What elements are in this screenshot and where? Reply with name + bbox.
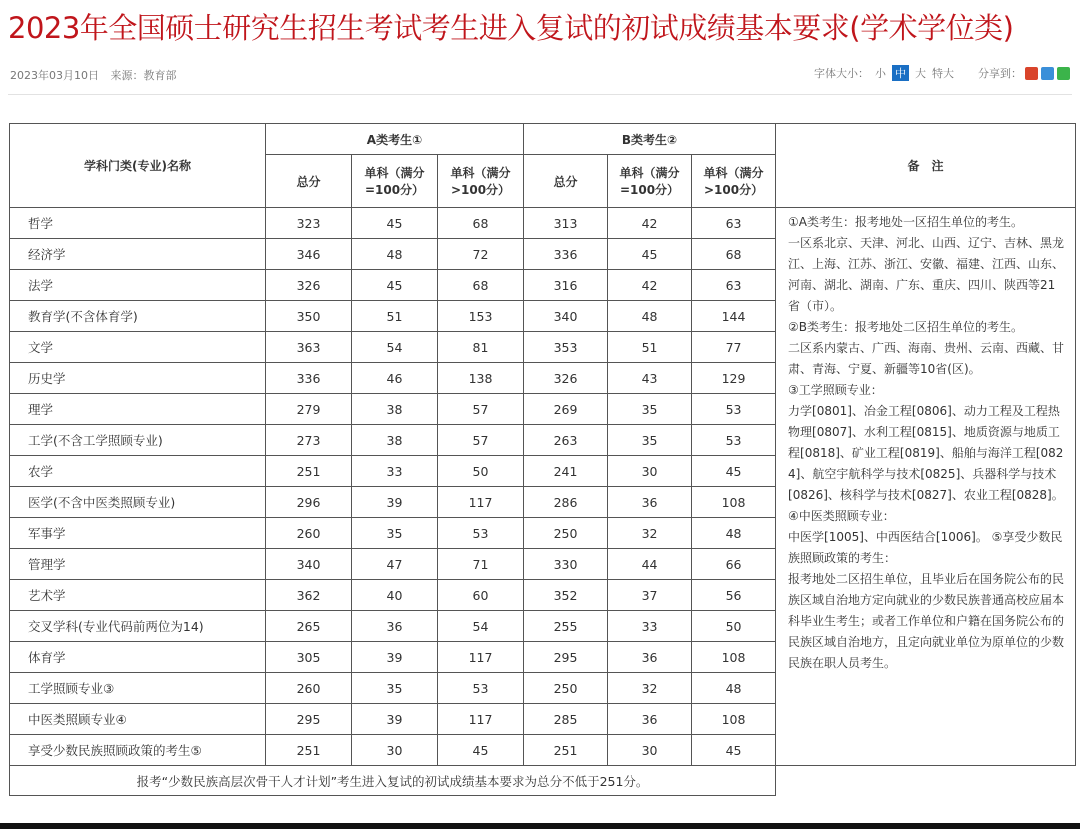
score-cell: 305 xyxy=(266,642,352,673)
score-cell: 250 xyxy=(524,518,608,549)
score-cell: 36 xyxy=(608,704,692,735)
score-cell: 255 xyxy=(524,611,608,642)
subject-name-cell: 享受少数民族照顾政策的考生⑤ xyxy=(10,735,266,766)
bottom-bar xyxy=(0,823,1080,829)
header-a-total: 总分 xyxy=(266,155,352,208)
note-paragraph: 二区系内蒙古、广西、海南、贵州、云南、西藏、甘肃、青海、宁夏、新疆等10省(区)。 xyxy=(788,341,1065,376)
score-cell: 48 xyxy=(608,301,692,332)
table-row xyxy=(10,208,1076,239)
score-cell: 269 xyxy=(524,394,608,425)
note-paragraph: ②B类考生：报考地处二区招生单位的考生。 xyxy=(788,320,1024,334)
source-label: 来源：教育部 xyxy=(110,69,177,82)
score-cell: 129 xyxy=(692,363,776,394)
subject-name-cell: 经济学 xyxy=(10,239,266,270)
score-cell: 45 xyxy=(352,270,438,301)
score-cell: 51 xyxy=(608,332,692,363)
score-cell: 251 xyxy=(524,735,608,766)
score-cell: 48 xyxy=(692,673,776,704)
score-cell: 250 xyxy=(524,673,608,704)
score-cell: 35 xyxy=(608,425,692,456)
score-cell: 117 xyxy=(438,704,524,735)
score-cell: 336 xyxy=(524,239,608,270)
score-cell: 263 xyxy=(524,425,608,456)
score-cell: 33 xyxy=(608,611,692,642)
wechat-share-icon[interactable] xyxy=(1057,67,1070,80)
subject-name-cell: 法学 xyxy=(10,270,266,301)
score-cell: 45 xyxy=(352,208,438,239)
notes-cell xyxy=(776,208,1076,766)
score-cell: 53 xyxy=(438,518,524,549)
score-cell: 279 xyxy=(266,394,352,425)
subject-name-cell: 交叉学科(专业代码前两位为14) xyxy=(10,611,266,642)
score-cell: 108 xyxy=(692,487,776,518)
note-paragraph: ①A类考生：报考地处一区招生单位的考生。 xyxy=(788,215,1023,229)
weibo-share-icon[interactable] xyxy=(1025,67,1038,80)
score-cell: 35 xyxy=(352,673,438,704)
score-cell: 45 xyxy=(692,735,776,766)
score-cell: 45 xyxy=(438,735,524,766)
score-cell: 33 xyxy=(352,456,438,487)
score-cell: 36 xyxy=(608,487,692,518)
score-cell: 71 xyxy=(438,549,524,580)
header-group-b: B类考生② xyxy=(524,124,776,155)
score-cell: 340 xyxy=(266,549,352,580)
score-cell: 68 xyxy=(692,239,776,270)
score-cell: 63 xyxy=(692,208,776,239)
score-cell: 362 xyxy=(266,580,352,611)
score-cell: 330 xyxy=(524,549,608,580)
subject-name-cell: 中医类照顾专业④ xyxy=(10,704,266,735)
score-cell: 295 xyxy=(266,704,352,735)
score-cell: 32 xyxy=(608,673,692,704)
score-cell: 138 xyxy=(438,363,524,394)
score-cell: 30 xyxy=(608,456,692,487)
score-cell: 56 xyxy=(692,580,776,611)
subject-name-cell: 哲学 xyxy=(10,208,266,239)
score-cell: 54 xyxy=(352,332,438,363)
score-cell: 68 xyxy=(438,208,524,239)
subject-name-cell: 管理学 xyxy=(10,549,266,580)
header-note: 备 注 xyxy=(776,124,1076,208)
score-cell: 66 xyxy=(692,549,776,580)
subject-name-cell: 艺术学 xyxy=(10,580,266,611)
score-cell: 45 xyxy=(608,239,692,270)
subject-name-cell: 教育学(不含体育学) xyxy=(10,301,266,332)
score-cell: 60 xyxy=(438,580,524,611)
score-cell: 63 xyxy=(692,270,776,301)
score-cell: 43 xyxy=(608,363,692,394)
subject-name-cell: 理学 xyxy=(10,394,266,425)
score-cell: 68 xyxy=(438,270,524,301)
score-table xyxy=(9,123,1076,796)
score-cell: 54 xyxy=(438,611,524,642)
note-paragraph: 力学[0801]、冶金工程[0806]、动力工程及工程热物理[0807]、水利工程[0815]、地质资源与地质工程[0818]、矿业工程[0819]、船舶与海洋工程[0824]、航空宇航科学与技术[0825]、兵器科学与技术[0826]、核科学与技术[0827]、农业工程[0828]。 xyxy=(788,404,1064,502)
note-paragraph: ③工学照顾专业： xyxy=(788,383,883,397)
note-paragraph: 报考地处二区招生单位，且毕业后在国务院公布的民族区域自治地方定向就业的少数民族普通高校应届本科毕业生考生；或者工作单位和户籍在国务院公布的民族区域自治地方，且定向就业单位为原单位的少数民族在职人员考生。 xyxy=(788,572,1065,670)
score-cell: 53 xyxy=(692,425,776,456)
header-a-singlegt100: 单科（满分>100分） xyxy=(438,155,524,208)
subject-name-cell: 医学(不含中医类照顾专业) xyxy=(10,487,266,518)
subject-name-cell: 农学 xyxy=(10,456,266,487)
page-title: 2023年全国硕士研究生招生考试考生进入复试的初试成绩基本要求(学术学位类) xyxy=(8,11,1014,45)
header-b-singlegt100: 单科（满分>100分） xyxy=(692,155,776,208)
score-cell: 53 xyxy=(692,394,776,425)
score-cell: 42 xyxy=(608,208,692,239)
score-cell: 295 xyxy=(524,642,608,673)
score-cell: 35 xyxy=(352,518,438,549)
qzone-share-icon[interactable] xyxy=(1041,67,1054,80)
score-cell: 44 xyxy=(608,549,692,580)
score-cell: 363 xyxy=(266,332,352,363)
score-cell: 57 xyxy=(438,394,524,425)
score-cell: 323 xyxy=(266,208,352,239)
score-cell: 353 xyxy=(524,332,608,363)
score-cell: 38 xyxy=(352,394,438,425)
note-paragraph: ④中医类照顾专业： xyxy=(788,509,895,523)
subject-name-cell: 文学 xyxy=(10,332,266,363)
score-cell: 32 xyxy=(608,518,692,549)
subject-name-cell: 军事学 xyxy=(10,518,266,549)
score-cell: 47 xyxy=(352,549,438,580)
score-cell: 39 xyxy=(352,704,438,735)
score-cell: 39 xyxy=(352,642,438,673)
score-cell: 50 xyxy=(438,456,524,487)
score-cell: 48 xyxy=(692,518,776,549)
score-cell: 241 xyxy=(524,456,608,487)
article-tools xyxy=(814,65,1070,81)
score-cell: 42 xyxy=(608,270,692,301)
header-group-a: A类考生① xyxy=(266,124,524,155)
score-cell: 251 xyxy=(266,456,352,487)
font-size-large-button[interactable]: 大 xyxy=(915,67,926,80)
score-cell: 346 xyxy=(266,239,352,270)
score-cell: 51 xyxy=(352,301,438,332)
score-cell: 108 xyxy=(692,704,776,735)
score-cell: 36 xyxy=(352,611,438,642)
score-cell: 108 xyxy=(692,642,776,673)
font-size-label: 字体大小： xyxy=(814,67,869,80)
header-subject-name: 学科门类(专业)名称 xyxy=(10,124,266,208)
score-cell: 30 xyxy=(608,735,692,766)
publish-date: 2023年03月10日 xyxy=(10,69,99,82)
score-cell: 260 xyxy=(266,673,352,704)
score-cell: 36 xyxy=(608,642,692,673)
score-cell: 37 xyxy=(608,580,692,611)
score-cell: 153 xyxy=(438,301,524,332)
score-cell: 45 xyxy=(692,456,776,487)
font-size-xlarge-button[interactable]: 特大 xyxy=(932,67,954,80)
score-cell: 326 xyxy=(524,363,608,394)
score-cell: 260 xyxy=(266,518,352,549)
score-cell: 313 xyxy=(524,208,608,239)
score-cell: 326 xyxy=(266,270,352,301)
score-cell: 48 xyxy=(352,239,438,270)
score-cell: 316 xyxy=(524,270,608,301)
score-cell: 81 xyxy=(438,332,524,363)
score-cell: 57 xyxy=(438,425,524,456)
header-b-single100: 单科（满分=100分） xyxy=(608,155,692,208)
score-cell: 285 xyxy=(524,704,608,735)
score-cell: 50 xyxy=(692,611,776,642)
subject-name-cell: 历史学 xyxy=(10,363,266,394)
score-cell: 53 xyxy=(438,673,524,704)
score-cell: 117 xyxy=(438,642,524,673)
article-meta xyxy=(10,67,185,83)
score-cell: 273 xyxy=(266,425,352,456)
score-cell: 336 xyxy=(266,363,352,394)
note-paragraph: 中医学[1005]、中西医结合[1006]。 ⑤享受少数民族照顾政策的考生： xyxy=(788,530,1063,565)
score-cell: 117 xyxy=(438,487,524,518)
score-cell: 40 xyxy=(352,580,438,611)
table-footnote: 报考“少数民族高层次骨干人才计划”考生进入复试的初试成绩基本要求为总分不低于251分。 xyxy=(10,766,776,796)
score-cell: 352 xyxy=(524,580,608,611)
score-cell: 286 xyxy=(524,487,608,518)
score-cell: 77 xyxy=(692,332,776,363)
score-cell: 30 xyxy=(352,735,438,766)
header-a-single100: 单科（满分=100分） xyxy=(352,155,438,208)
score-cell: 265 xyxy=(266,611,352,642)
score-cell: 38 xyxy=(352,425,438,456)
note-paragraph: 一区系北京、天津、河北、山西、辽宁、吉林、黑龙江、上海、江苏、浙江、安徽、福建、江西、山东、河南、湖北、湖南、广东、重庆、四川、陕西等21省（市）。 xyxy=(788,236,1065,313)
score-cell: 144 xyxy=(692,301,776,332)
score-cell: 72 xyxy=(438,239,524,270)
header-divider xyxy=(8,94,1072,95)
font-size-small-button[interactable]: 小 xyxy=(875,67,886,80)
score-cell: 296 xyxy=(266,487,352,518)
score-cell: 251 xyxy=(266,735,352,766)
header-b-total: 总分 xyxy=(524,155,608,208)
font-size-medium-button[interactable]: 中 xyxy=(892,65,909,81)
subject-name-cell: 体育学 xyxy=(10,642,266,673)
score-cell: 340 xyxy=(524,301,608,332)
subject-name-cell: 工学照顾专业③ xyxy=(10,673,266,704)
share-label: 分享到： xyxy=(978,67,1022,80)
score-cell: 46 xyxy=(352,363,438,394)
subject-name-cell: 工学(不含工学照顾专业) xyxy=(10,425,266,456)
score-cell: 39 xyxy=(352,487,438,518)
score-cell: 350 xyxy=(266,301,352,332)
score-cell: 35 xyxy=(608,394,692,425)
